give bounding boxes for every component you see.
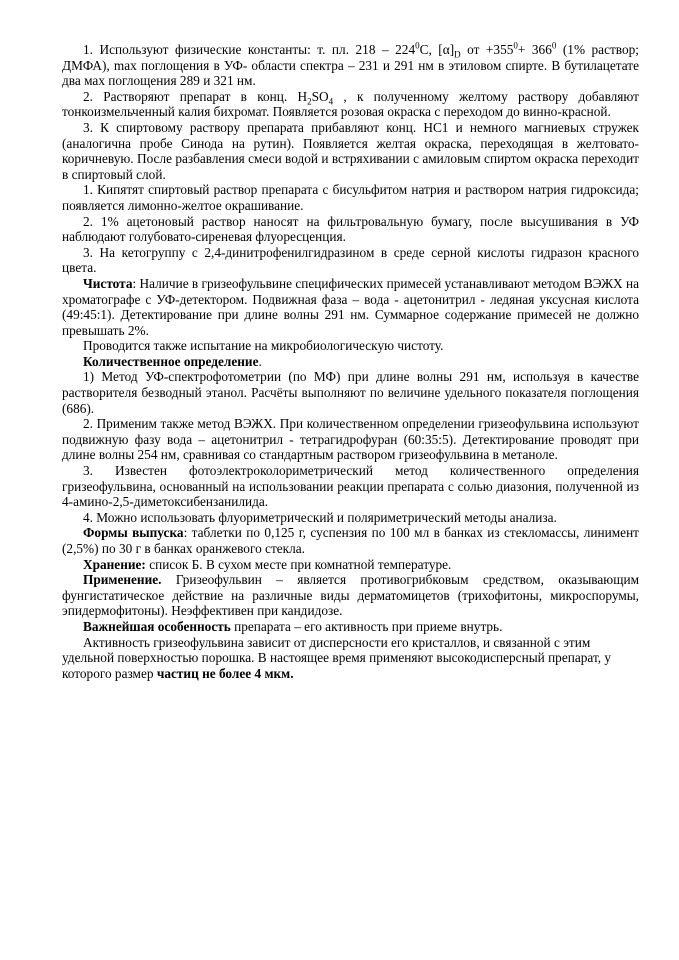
paragraph (62, 214, 639, 245)
document-page (62, 42, 639, 681)
text-segment: 4. Можно использовать флуориметрический и поляриметрический методы анализа. (83, 509, 557, 525)
bold-text: Хранение: (83, 556, 146, 572)
text-segment: препарата – его активность при приеме внутрь. (230, 618, 503, 634)
text-segment: 2. Применим также метод ВЭЖХ. При количественном определении гризеофульвина используют подвижную фазу вода – ацетонитрил - тетрагидрофуран (60:35:5). Детектирование проводят при длине волны 254 нм, сравнивая со стандартным раствором гризеофульвина в метаноле. (62, 416, 639, 463)
text-segment: 2. 1% ацетоновый раствор наносят на фильтровальную бумагу, после высушивания в УФ наблюдают голубовато-сиреневая флуоресценция. (62, 213, 639, 245)
text-segment: 1. Кипятят спиртовый раствор препарата с бисульфитом натрия и раствором натрия гидроксида; появляется лимонно-желтое окрашивание. (62, 182, 639, 213)
text-segment: от +355 (460, 42, 514, 57)
bold-text: Формы выпуска (83, 525, 184, 541)
text-segment: : Наличие в гризеофульвине специфических примесей устанавливают методом ВЭЖХ на хроматографе с УФ-детектором. Подвижная фаза – вода - ацетонитрил - ледяная уксусная кислота (49:45:1). Детектирование при длине волны 291 нм. Суммарное содержание примесей не должно превышать 2%. (62, 275, 640, 338)
text-segment: 3. Известен фотоэлектроколориметрический метод количественного определения гризеофульвина, основанный на использовании реакции препарата с солью диазония, полученной из 4-амино-2,5-диметоксибензанилида. (62, 463, 639, 510)
text-segment: SO (311, 88, 329, 104)
text-segment: Проводится также испытание на микробиологическую чистоту. (83, 338, 444, 354)
text-segment: + 366 (517, 42, 552, 57)
paragraph (62, 120, 639, 182)
text-segment: : таблетки по 0,125 г, суспензия по 100 мл в банках из стекломассы, линимент (2,5%) по 30 г в банках оранжевого стекла. (62, 525, 639, 556)
paragraph (62, 619, 639, 635)
bold-text: Применение. (83, 572, 162, 588)
bold-text: Чистота (83, 275, 133, 291)
subscript: D (454, 49, 461, 60)
text-segment: 3. К спиртовому раствору препарата прибавляют конц. НС1 и немного магниевых стружек (аналогична пробе Синода на рутин). Появляется желтая окраска, переходящая в желтовато-коричневую. После разбавления смеси водой и встряхивании с амиловым спиртом окраска переходит в спиртовый слой. (62, 119, 639, 182)
text-segment: , к полученному желтому раствору добавляют тонкоизмельченный калия бихромат. Появляется розовая окраска с переходом до винно-красной. (62, 88, 639, 120)
paragraph (62, 369, 639, 416)
text-segment: 1. Используют физические константы: т. пл. 218 – 224 (83, 42, 416, 57)
paragraph (62, 276, 639, 338)
paragraph (62, 525, 639, 556)
paragraph (62, 557, 639, 573)
text-segment: С, [α] (419, 42, 455, 57)
superscript: 0 (551, 40, 557, 51)
superscript: 0 (513, 40, 518, 51)
text-segment: 3. На кетогруппу с 2,4-динитрофенилгидразином в среде серной кислоты гидразон красного цвета. (62, 244, 639, 276)
paragraph (62, 245, 639, 276)
superscript: 0 (415, 40, 420, 51)
text-segment: список Б. В сухом месте при комнатной температуре. (145, 556, 452, 572)
text-segment: 2. Растворяют препарат в конц. H (83, 88, 308, 104)
paragraph (62, 635, 639, 682)
subscript: 4 (328, 96, 334, 107)
bold-text: частиц не более 4 мкм. (156, 665, 294, 681)
paragraph (62, 463, 639, 510)
paragraph (62, 42, 639, 89)
text-segment: Гризеофульвин – является противогрибковым средством, оказывающим фунгистатическое действие на различные виды дерматомицетов (трихофитоны, микроспорумы, эпидермофитоны). Неэффективен при кандидозе. (62, 572, 639, 619)
bold-text: Количественное определение (83, 353, 259, 369)
paragraph (62, 510, 639, 526)
paragraph (62, 89, 639, 120)
subscript: 2 (307, 96, 312, 107)
paragraph (62, 354, 639, 370)
paragraph (62, 182, 639, 213)
text-segment: (1% раствор; ДМФА), max поглощения в УФ- области спектра – 231 и 291 нм в этиловом спирте. В бутилацетате два мах поглощения 289 и 321 нм. (62, 42, 639, 89)
text-segment: Активность гризеофульвина зависит от дисперсности его кристаллов, и связанной с этим удельной поверхностью порошка. В настоящее время применяют высокодисперсный препарат, у которого размер (62, 634, 612, 681)
paragraph (62, 572, 639, 619)
paragraph (62, 338, 639, 354)
text-segment: 1) Метод УФ-спектрофотометрии (по МФ) при длине волны 291 нм, используя в качестве растворителя безводный этанол. Расчёты выполняют по величине удельного показателя поглощения (686). (62, 369, 639, 416)
text-segment: . (258, 353, 262, 369)
paragraph (62, 416, 639, 463)
bold-text: Важнейшая особенность (83, 618, 231, 634)
